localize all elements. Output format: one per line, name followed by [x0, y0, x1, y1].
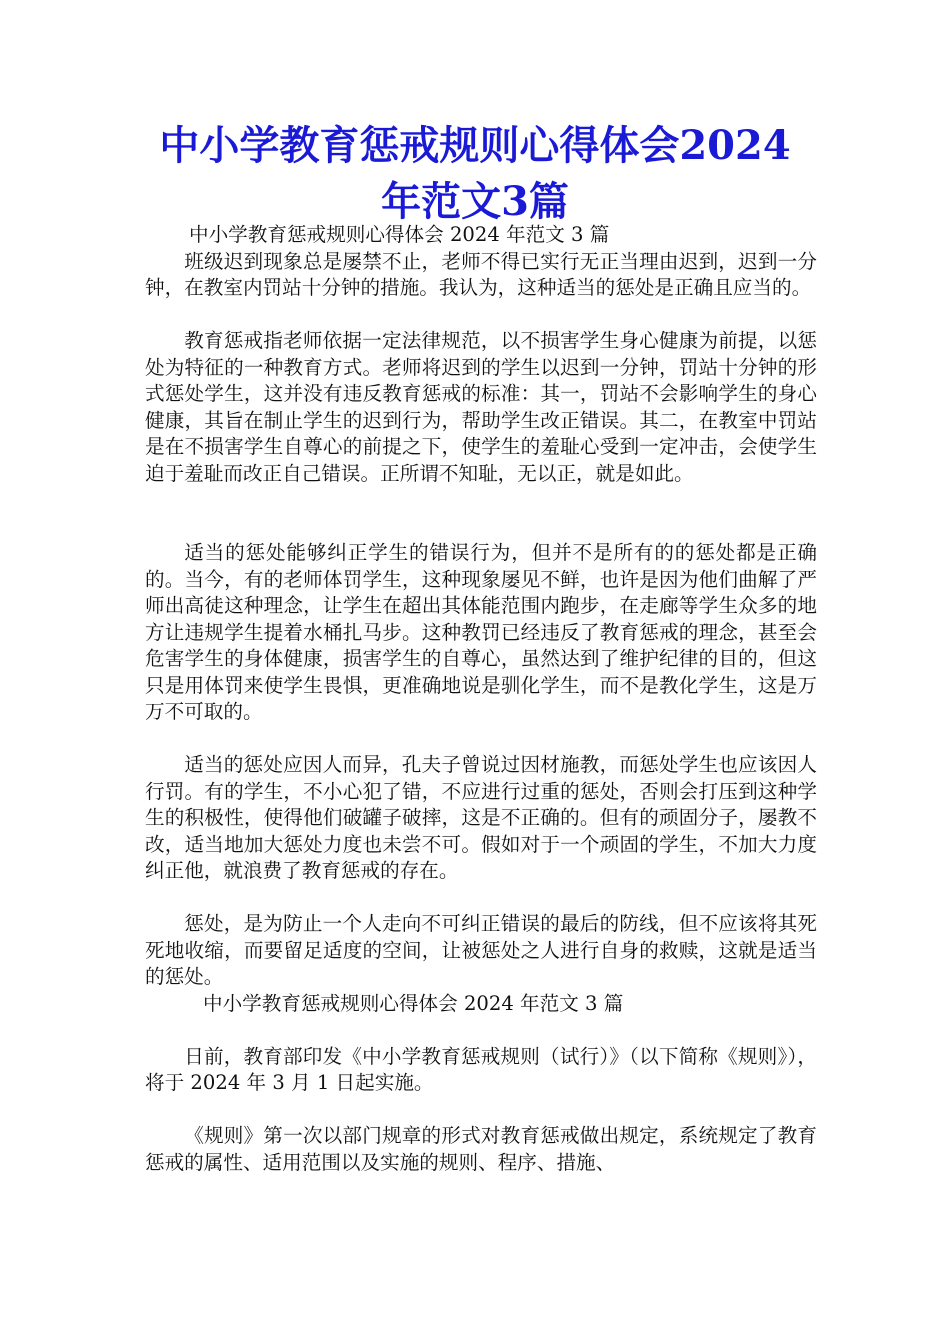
paragraph-spacer [145, 302, 817, 329]
paragraph: 惩处，是为防止一个人走向不可纠正错误的最后的防线，但不应该将其死死地收缩，而要留足适度的空间，让被惩处之人进行自身的救赎，这就是适当的惩处。 [145, 912, 817, 988]
paragraph: 适当的惩处应因人而异，孔夫子曾说过因材施教，而惩处学生也应该因人行罚。有的学生，不小心犯了错，不应进行过重的惩处，否则会打压到这种学生的积极性，使得他们破罐子破摔，这是不正确的。但有的顽固分子，屡教不改，适当地加大惩处力度也未尝不可。假如对于一个顽固的学生，不加大力度纠正他，就浪费了教育惩戒的存在。 [145, 753, 817, 882]
paragraph-spacer [145, 885, 817, 912]
paragraph: 日前，教育部印发《中小学教育惩戒规则（试行）》（以下简称《规则》），将于 2024 年 3 月 1 日起实施。 [145, 1044, 817, 1094]
paragraph-spacer [145, 1097, 817, 1124]
paragraph: 《规则》第一次以部门规章的形式对教育惩戒做出规定，系统规定了教育惩戒的属性、适用范围以及实施的规则、程序、措施、 [145, 1124, 817, 1174]
paragraph: 教育惩戒指老师依据一定法律规范，以不损害学生身心健康为前提，以惩处为特征的一种教育方式。老师将迟到的学生以迟到一分钟，罚站十分钟的形式惩处学生，这并没有违反教育惩戒的标准：其一，罚站不会影响学生的身心健康，其旨在制止学生的迟到行为，帮助学生改正错误。其二，在教室中罚站是在不损害学生自尊心的前提之下，使学生的羞耻心受到一定冲击，会使学生迫于羞耻而改正自己错误。正所谓不知耻，无以正，就是如此。 [145, 329, 817, 485]
document-title: 中小学教育惩戒规则心得体会2024年范文3篇 [159, 122, 791, 225]
document-subtitle: 中小学教育惩戒规则心得体会 2024 年范文 3 篇 [189, 223, 610, 246]
paragraph: 适当的惩处能够纠正学生的错误行为，但并不是所有的的惩处都是正确的。当今，有的老师体罚学生，这种现象屡见不鲜，也许是因为他们曲解了严师出高徒这种理念，让学生在超出其体能范围内跑步，在走廊等学生众多的地方让违规学生提着水桶扎马步。这种教罚已经违反了教育惩戒的理念，甚至会危害学生的身体健康，损害学生的自尊心，虽然达到了维护纪律的目的，但这只是用体罚来使学生畏惧，更准确地说是驯化学生，而不是教化学生，这是万万不可取的。 [145, 541, 817, 723]
paragraph-spacer [145, 487, 817, 540]
document-subtitle-2: 中小学教育惩戒规则心得体会 2024 年范文 3 篇 [203, 991, 624, 1015]
paragraph-spacer [145, 1017, 817, 1044]
paragraph: 班级迟到现象总是屡禁不止，老师不得已实行无正当理由迟到，迟到一分钟，在教室内罚站十分钟的措施。我认为，这种适当的惩处是正确且应当的。 [145, 249, 817, 299]
paragraph-spacer [145, 726, 817, 753]
document-body [145, 222, 817, 1176]
